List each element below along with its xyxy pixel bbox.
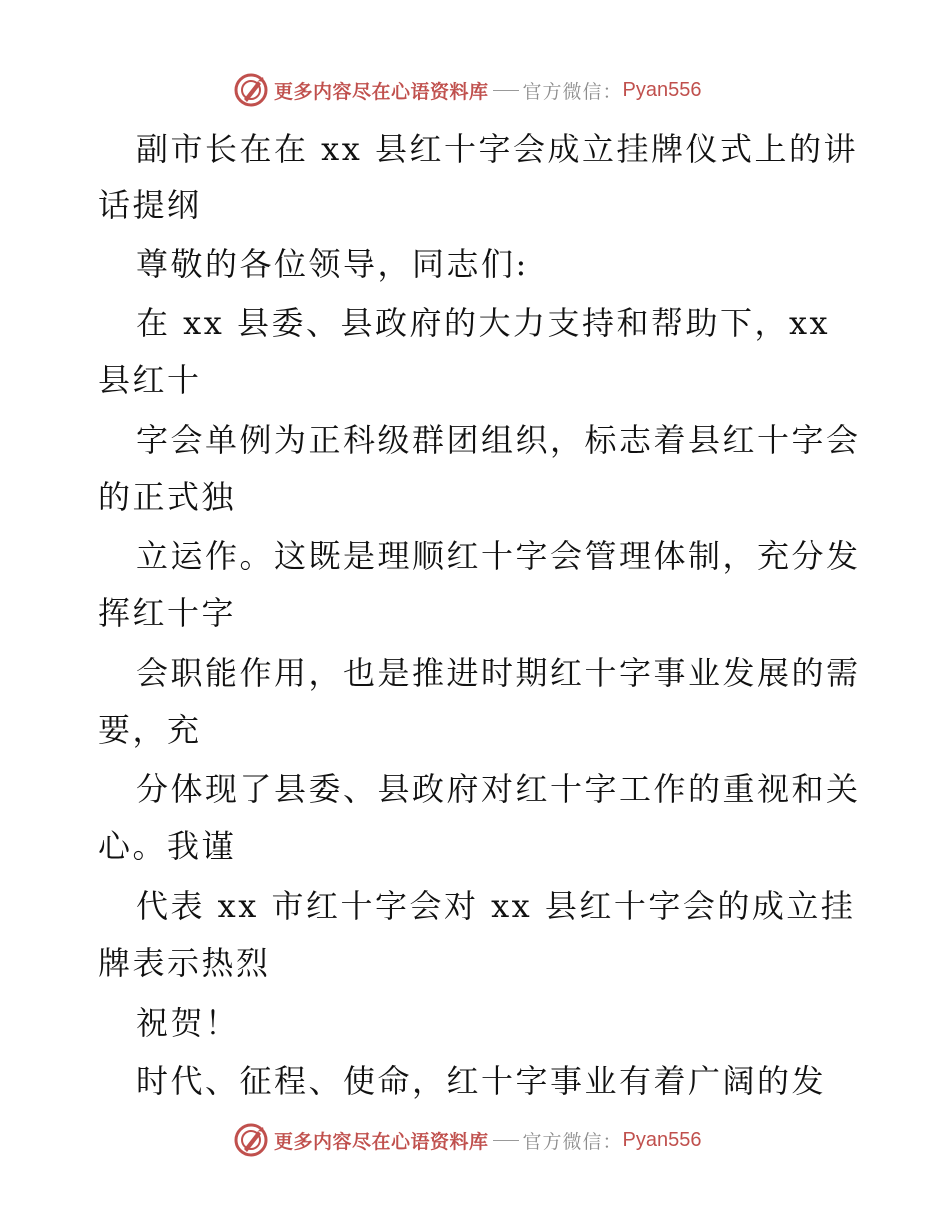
- text-line: 的正式独: [98, 478, 237, 516]
- header-slogan: 更多内容尽在心语资料库: [274, 80, 489, 103]
- brand-logo-icon: [234, 1123, 268, 1157]
- text-line: 立运作。这既是理顺红十字会管理体制，充分发: [136, 537, 861, 575]
- text-line: 要，充: [98, 711, 202, 749]
- text-line: 县红十: [98, 361, 202, 399]
- footer-dash-divider: [493, 1140, 519, 1141]
- text-line: 代表 xx 市红十字会对 xx 县红十字会的成立挂: [136, 887, 856, 925]
- text-line: 尊敬的各位领导，同志们:: [136, 245, 529, 283]
- footer-slogan: 更多内容尽在心语资料库: [274, 1130, 489, 1153]
- text-line: 挥红十字: [98, 594, 237, 632]
- footer-wechat-label: 官方微信：: [522, 1130, 623, 1153]
- footer-wechat-id: Pyan556: [622, 1128, 702, 1151]
- text-line: 副市长在在 xx 县红十字会成立挂牌仪式上的讲: [136, 130, 858, 168]
- footer-banner: [234, 1122, 702, 1158]
- text-line: 时代、征程、使命，红十字事业有着广阔的发: [136, 1062, 827, 1100]
- text-line: 字会单例为正科级群团组织，标志着县红十字会: [136, 421, 861, 459]
- text-line: 分体现了县委、县政府对红十字工作的重视和关: [136, 770, 861, 808]
- text-line: 牌表示热烈: [98, 944, 271, 982]
- text-line: 祝贺！: [136, 1004, 240, 1042]
- brand-logo-icon: [234, 73, 268, 107]
- text-line: 心。我谨: [98, 827, 237, 865]
- header-wechat-label: 官方微信：: [522, 80, 623, 103]
- text-line: 会职能作用，也是推进时期红十字事业发展的需: [136, 654, 861, 692]
- text-line: 在 xx 县委、县政府的大力支持和帮助下，xx: [136, 304, 831, 342]
- text-line: 话提纲: [98, 186, 202, 224]
- header-banner: [234, 72, 702, 108]
- header-dash-divider: [493, 90, 519, 91]
- header-wechat-id: Pyan556: [622, 78, 702, 101]
